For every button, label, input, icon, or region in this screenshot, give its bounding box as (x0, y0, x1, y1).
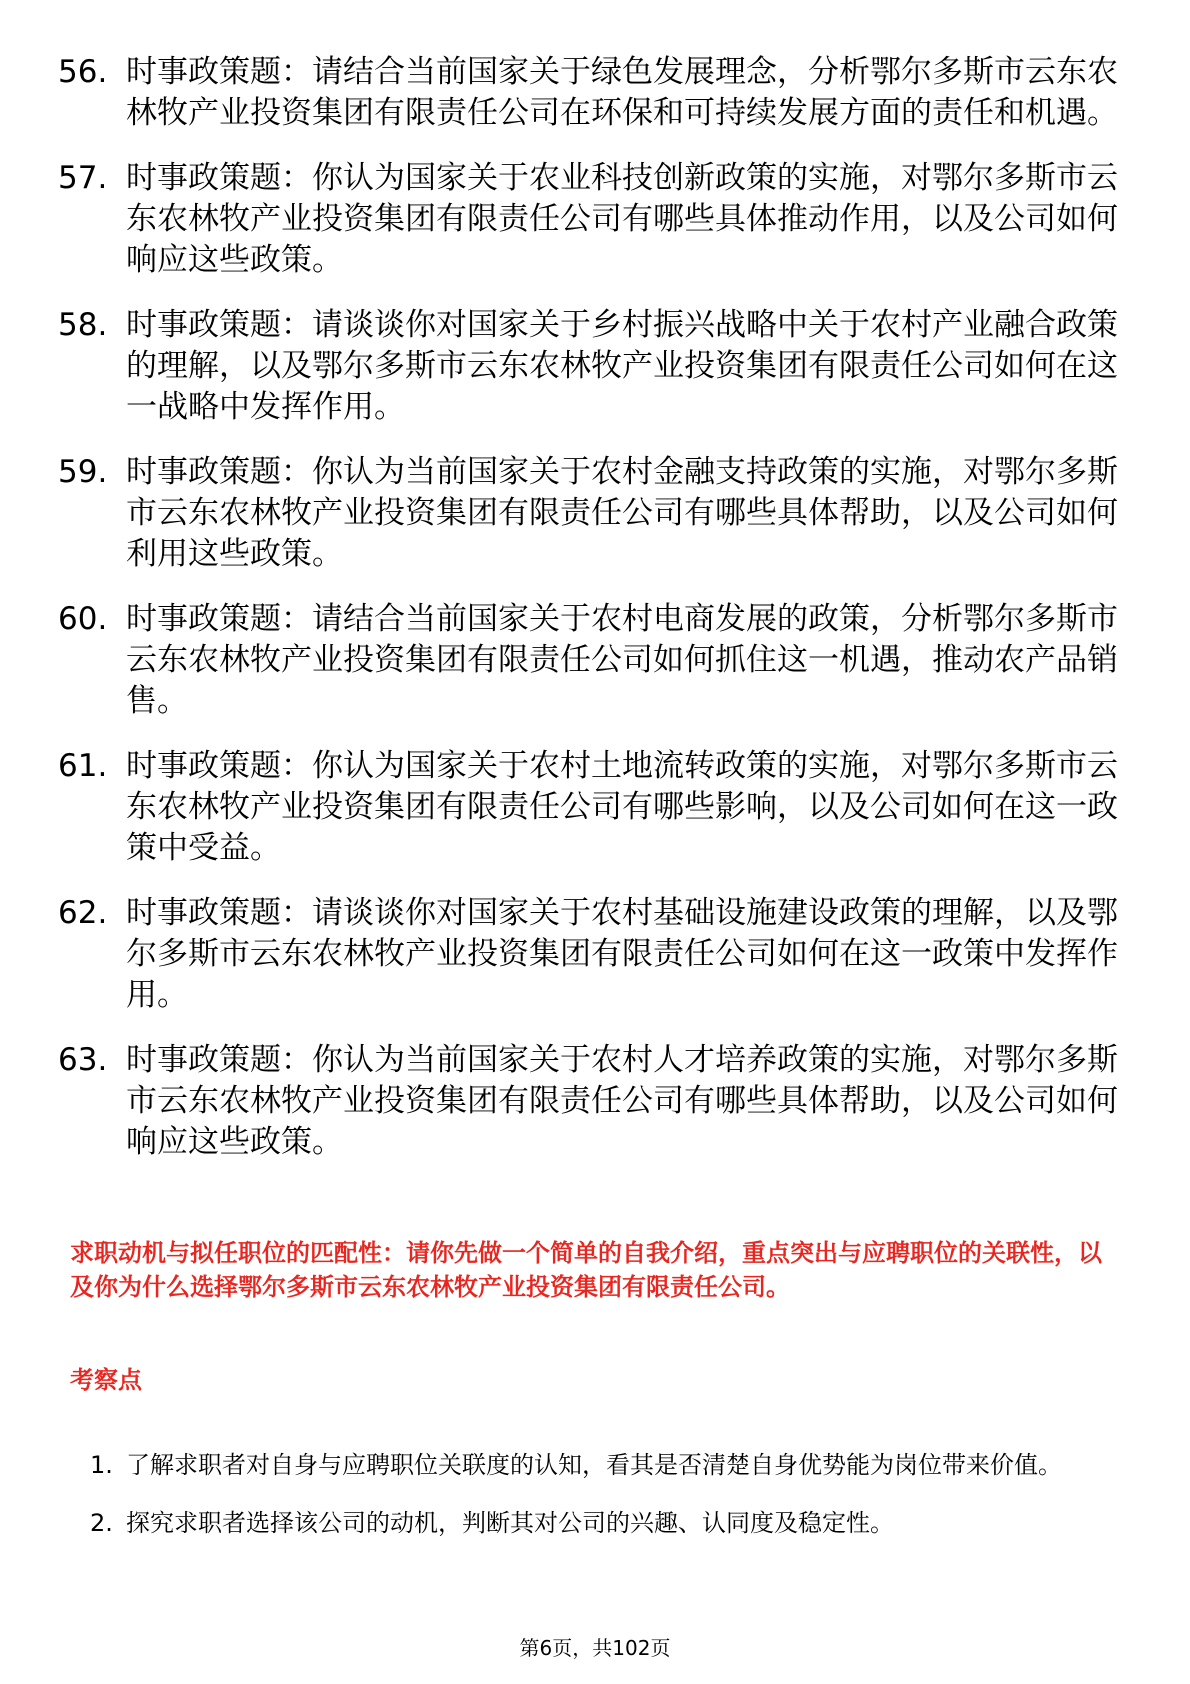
question-text: 时事政策题：你认为国家关于农业科技创新政策的实施，对鄂尔多斯市云东农林牧产业投资集团有限责任公司有哪些具体推动作用，以及公司如何响应这些政策。 (126, 160, 1118, 278)
assessment-point (90, 1436, 1120, 1494)
point-number: 1. (90, 1451, 113, 1479)
question-number: 56. (58, 54, 108, 90)
question-item (58, 893, 1118, 1016)
point-number: 2. (90, 1509, 113, 1537)
question-number: 62. (58, 895, 108, 931)
question-text: 时事政策题：你认为当前国家关于农村金融支持政策的实施，对鄂尔多斯市云东农林牧产业投资集团有限责任公司有哪些具体帮助，以及公司如何利用这些政策。 (126, 454, 1118, 572)
question-item (58, 158, 1118, 281)
question-item (58, 1040, 1118, 1163)
question-list (58, 52, 1118, 1187)
question-number: 60. (58, 601, 108, 637)
section-title: 考察点 (70, 1366, 142, 1394)
question-item (58, 746, 1118, 869)
page-footer: 第6页，共102页 (519, 1636, 671, 1660)
intro-question: 求职动机与拟任职位的匹配性：请你先做一个简单的自我介绍，重点突出与应聘职位的关联性，以及你为什么选择鄂尔多斯市云东农林牧产业投资集团有限责任公司。 (70, 1239, 1102, 1301)
question-text: 时事政策题：你认为国家关于农村土地流转政策的实施，对鄂尔多斯市云东农林牧产业投资集团有限责任公司有哪些影响，以及公司如何在这一政策中受益。 (126, 748, 1118, 866)
question-item (58, 452, 1118, 575)
question-item (58, 599, 1118, 722)
point-text: 了解求职者对自身与应聘职位关联度的认知，看其是否清楚自身优势能为岗位带来价值。 (126, 1451, 1062, 1479)
question-text: 时事政策题：请结合当前国家关于农村电商发展的政策，分析鄂尔多斯市云东农林牧产业投资集团有限责任公司如何抓住这一机遇，推动农产品销售。 (126, 601, 1118, 719)
question-number: 61. (58, 748, 108, 784)
question-text: 时事政策题：请谈谈你对国家关于农村基础设施建设政策的理解，以及鄂尔多斯市云东农林牧产业投资集团有限责任公司如何在这一政策中发挥作用。 (126, 895, 1118, 1013)
question-item (58, 52, 1118, 134)
question-number: 63. (58, 1042, 108, 1078)
point-text: 探究求职者选择该公司的动机，判断其对公司的兴趣、认同度及稳定性。 (126, 1509, 894, 1537)
question-number: 59. (58, 454, 108, 490)
assessment-point (90, 1494, 1120, 1552)
question-number: 57. (58, 160, 108, 196)
assessment-points (90, 1436, 1120, 1552)
question-text: 时事政策题：请谈谈你对国家关于乡村振兴战略中关于农村产业融合政策的理解，以及鄂尔多斯市云东农林牧产业投资集团有限责任公司如何在这一战略中发挥作用。 (126, 307, 1118, 425)
question-item (58, 305, 1118, 428)
question-text: 时事政策题：请结合当前国家关于绿色发展理念，分析鄂尔多斯市云东农林牧产业投资集团有限责任公司在环保和可持续发展方面的责任和机遇。 (126, 54, 1118, 131)
question-text: 时事政策题：你认为当前国家关于农村人才培养政策的实施，对鄂尔多斯市云东农林牧产业投资集团有限责任公司有哪些具体帮助，以及公司如何响应这些政策。 (126, 1042, 1118, 1160)
question-number: 58. (58, 307, 108, 343)
